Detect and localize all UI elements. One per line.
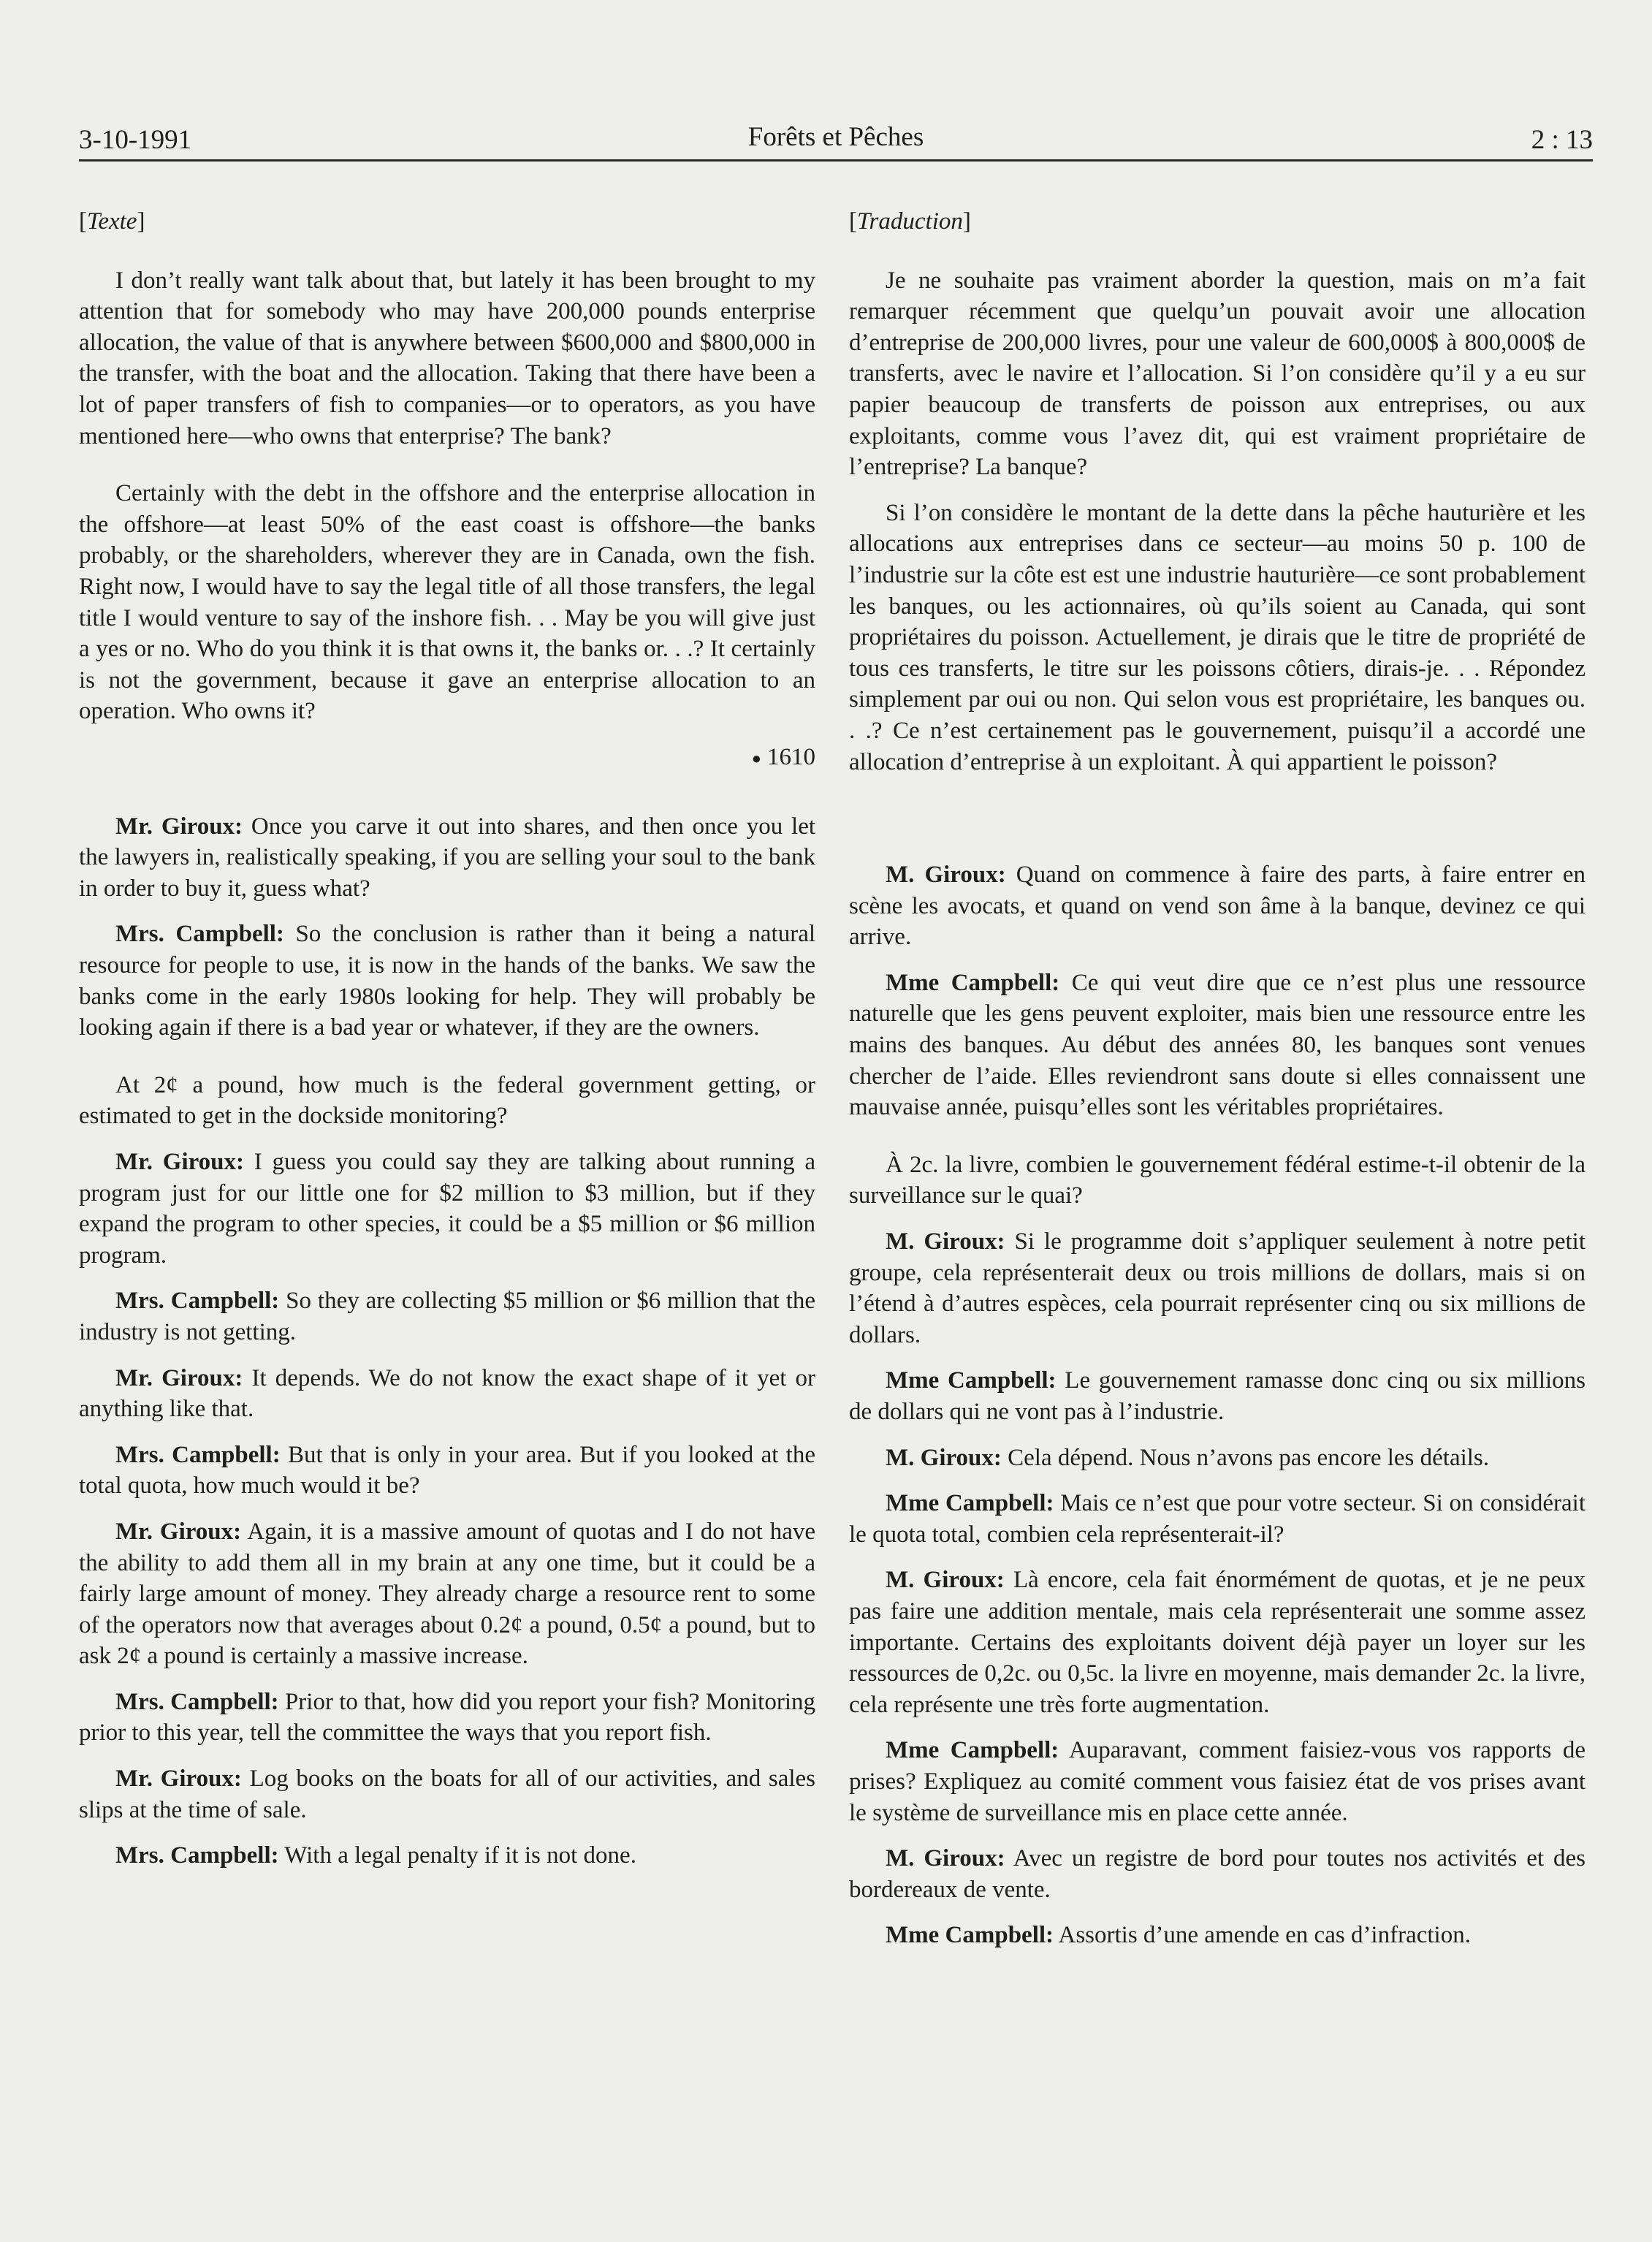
exchange: Mme Campbell: Ce qui veut dire que ce n’est plus une ressource naturelle que les gens peuvent exploiter, mais bien une ressource entre les mains des banques. Au début des années 80, les banques sont venues chercher de l’aide. Elles reviendront sans doute si elles connaissent une mauvaise année, puisqu’elles sont les véritables propriétaires. [849,969,1586,1121]
exchange: Mr. Giroux: Again, it is a massive amount of quotas and I do not have the ability to add them all in my brain at any one time, but it could be a fairly large amount of money. They already charge a resource rent to some of the operators now that averages about 0.2¢ a pound, 0.5¢ a pound, but to ask 2¢ a pound is certainly a massive increase. [79,1518,816,1670]
exchange: Mme Campbell: Auparavant, comment faisiez-vous vos rapports de prises? Expliquez au comité comment vous faisiez état de vos prises avant le système de surveillance mis en place cette année. [849,1737,1586,1826]
exchange: Mr. Giroux: I guess you could say they are talking about running a program just for our little one for $2 million to $3 million, but if they expand the program to other species, it could be a $5 million or $6 million program. [79,1148,816,1269]
speaker-name: Mme Campbell: [886,1737,1059,1764]
exchange: M. Giroux: Là encore, cela fait énormément de quotas, et je ne peux pas faire une addition mentale, mais cela représenterait une somme assez importante. Certains des exploitants doivent déjà payer un loyer sur les ressources de 0,2c. ou 0,5c. la livre en moyenne, mais demander 2c. la livre, cela représente une très forte augmentation. [849,1567,1586,1718]
exchange: Mr. Giroux: It depends. We do not know the exact shape of it yet or anything like that. [79,1364,816,1423]
exchange: Mr. Giroux: Log books on the boats for all of our activities, and sales slips at the time of sale. [79,1766,816,1823]
exchange: Mme Campbell: Mais ce n’est que pour votre secteur. Si on considérait le quota total, combien cela représenterait-il? [849,1490,1586,1548]
left-column-tag: [Texte] [79,208,145,235]
exchange: Mrs. Campbell: So the conclusion is rather than it being a natural resource for people to use, it is now in the hands of the banks. We saw the banks come in the early 1980s looking for help. They will probably be looking again if there is a bad year or whatever, if they are the owners. [79,921,816,1041]
paragraph: Je ne souhaite pas vraiment aborder la question, mais on m’a fait remarquer récemment que quelqu’un pouvait avoir une allocation d’entreprise de 200,000 livres, pour une valeur de 600,000$ à 800,000$ de transferts, avec le navire et l’allocation. Si l’on considère qu’il y a eu sur papier beaucoup de transferts de poisson aux entreprises, ou aux exploitants, comme vous l’avez dit, qui est vraiment propriétaire de l’entreprise? La banque? [849,267,1586,481]
exchange: M. Giroux: Avec un registre de bord pour toutes nos activités et des bordereaux de vente. [849,1845,1586,1903]
speaker-name: Mr. Giroux: [115,1766,242,1793]
paragraph: I don’t really want talk about that, but lately it has been brought to my attention that for somebody who may have 200,000 pounds enterprise allocation, the value of that is anywhere between $600,000 and $800,000 in the transfer, with the boat and the allocation. Taking that there have been a lot of paper transfers of fish to companies—or to operators, as you have mentioned here—who owns that enterprise? The bank? [79,267,815,449]
speaker-name: Mrs. Campbell: [115,1441,281,1468]
exchange: M. Giroux: Cela dépend. Nous n’avons pas encore les détails. [886,1444,1490,1471]
right-column [849,206,1586,1966]
exchange: At 2¢ a pound, how much is the federal government getting, or estimated to get in the dockside monitoring? [79,1071,815,1130]
bullet-icon: ● [751,749,761,768]
exchange: Mme Campbell: Le gouvernement ramasse donc cinq ou six millions de dollars qui ne vont pas à l’industrie. [849,1367,1586,1425]
paragraph: Si l’on considère le montant de la dette dans la pêche hauturière et les allocations aux entreprises dans ce secteur—au moins 50 p. 100 de l’industrie sur la côte est est une industrie hauturière—ce sont probablement les banques, ou les actionnaires, où qu’ils soient au Canada, qui sont propriétaires du poisson. Actuellement, je dirais que le titre de propriété de tous ces transferts, le titre sur les poissons côtiers, dirais-je. . . Répondez simplement par oui ou non. Qui selon vous est propriétaire, les banques ou. . .? Ce n’est certainement pas le gouvernement, puisqu’il a accordé une allocation d’entreprise à un exploitant. À qui appartient le poisson? [849,499,1586,775]
speaker-name: M. Giroux: [886,862,1006,889]
exchange: Mrs. Campbell: Prior to that, how did you report your fish? Monitoring prior to this year, tell the committee the ways that you report fish. [79,1688,816,1747]
running-header [79,115,1593,162]
speaker-name: Mrs. Campbell: [115,1288,280,1315]
header-page-number: 2 : 13 [1531,125,1593,155]
right-column-tag: [Traduction] [849,208,971,235]
paragraph: Certainly with the debt in the offshore and the enterprise allocation in the offshore—at least 50% of the east coast is offshore—the banks probably, or the shareholders, wherever they are in Canada, own the fish. Right now, I would have to say the legal title of all those transfers, the legal title I would venture to say of the inshore fish. . . May be you will give just a yes or no. Who do you think it is that owns it, the banks or. . .? It certainly is not the government, because it gave an enterprise allocation to an operation. Who owns it? [79,480,815,725]
exchange: Mme Campbell: Assortis d’une amende en cas d’infraction. [886,1922,1471,1949]
speaker-name: Mme Campbell: [886,1367,1057,1394]
speaker-name: Mr. Giroux: [115,1518,242,1545]
speaker-name: Mrs. Campbell: [115,921,284,948]
exchange: À 2c. la livre, combien le gouvernement fédéral estime-t-il obtenir de la surveillance sur le quai? [849,1151,1586,1209]
speaker-name: Mme Campbell: [886,969,1060,996]
speaker-name: M. Giroux: [886,1228,1005,1255]
speaker-name: Mr. Giroux: [115,813,243,840]
header-title: Forêts et Pêches [747,122,924,152]
speaker-name: Mrs. Campbell: [115,1842,279,1869]
speaker-name: Mrs. Campbell: [115,1688,279,1715]
exchange: Mrs. Campbell: But that is only in your area. But if you looked at the total quota, how much would it be? [79,1441,815,1500]
speaker-name: M. Giroux: [886,1567,1005,1594]
exchange: M. Giroux: Quand on commence à faire des parts, à faire entrer en scène les avocats, et quand on vend son âme à la banque, devinez ce qui arrive. [849,862,1586,951]
exchange: Mrs. Campbell: With a legal penalty if it is not done. [115,1842,636,1869]
speaker-name: Mme Campbell: [886,1922,1054,1949]
spacer [849,792,1586,859]
time-marker: ● 1610 [751,743,815,770]
exchange: Mrs. Campbell: So they are collecting $5 million or $6 million that the industry is not getting. [79,1288,816,1345]
speaker-name: M. Giroux: [886,1845,1005,1872]
left-column [79,206,815,1886]
speaker-name: M. Giroux: [886,1444,1002,1471]
exchange: M. Giroux: Si le programme doit s’appliquer seulement à notre petit groupe, cela représenterait deux ou trois millions de dollars, mais si on l’étend à d’autres espèces, cela pourrait représenter cinq ou six millions de dollars. [849,1228,1586,1348]
speaker-name: Mme Campbell: [886,1490,1054,1517]
exchange: Mr. Giroux: Once you carve it out into shares, and then once you let the lawyers in, realistically speaking, if you are selling your soul to the bank in order to buy it, guess what? [79,813,816,902]
header-date: 3-10-1991 [79,125,192,155]
speaker-name: Mr. Giroux: [115,1364,243,1391]
speaker-name: Mr. Giroux: [115,1148,245,1175]
